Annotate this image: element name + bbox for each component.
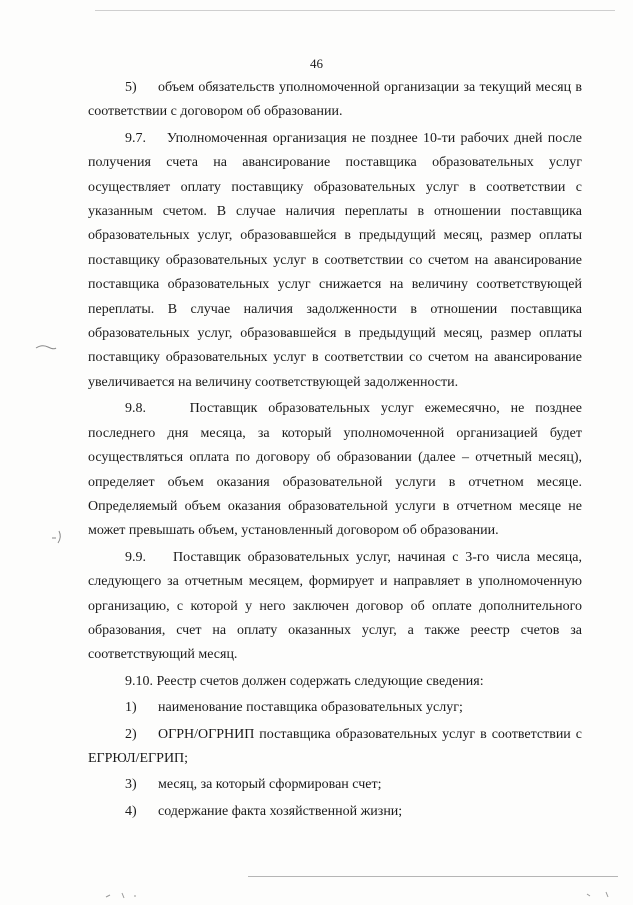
paragraph-number: 9.8. — [125, 401, 146, 417]
scan-mark-icon — [584, 888, 614, 900]
list-item-number: 2) — [125, 726, 137, 742]
scan-mark-icon — [34, 342, 58, 352]
list-item-number: 1) — [125, 700, 137, 716]
list-item-text: содержание факта хозяйственной жизни; — [158, 803, 403, 819]
list-item-number: 4) — [125, 803, 137, 819]
document-body — [88, 76, 582, 825]
scan-mark-icon — [50, 528, 64, 546]
scan-edge-line — [95, 10, 615, 11]
paragraph-9-10 — [88, 670, 582, 694]
list-item-4 — [88, 800, 582, 824]
paragraph-number: 9.9. — [125, 549, 146, 565]
list-item-text: объем обязательств уполномоченной организации за текущий месяц в соответствии с договором об образовании. — [88, 80, 582, 120]
paragraph-9-9 — [88, 546, 582, 668]
list-item-number: 3) — [125, 777, 137, 793]
list-item-number: 5) — [125, 80, 137, 95]
list-item-text: месяц, за который сформирован счет; — [158, 777, 382, 793]
list-item-3 — [88, 773, 582, 797]
paragraph-9-8 — [88, 397, 582, 543]
list-item-1 — [88, 696, 582, 720]
paragraph-text: Поставщик образовательных услуг, начиная с 3-го числа месяца, следующего за отчетным месяцем, формирует и направляет в уполномоченную организацию, с которой у него заключен договор об оплате дополнительного образования, счет на оплату оказанных услуг, а также реестр счетов за соответствующий месяц. — [88, 549, 582, 663]
paragraph-number: 9.10. — [125, 673, 153, 689]
paragraph-9-7 — [88, 127, 582, 395]
paragraph-text: Уполномоченная организация не позднее 10-ти рабочих дней после получения счета на авансирование поставщика образовательных услуг осуществляет оплату поставщику образовательных услуг в соответствии с указанным счетом. В случае наличия переплаты в отношении поставщика образовательных услуг, образовавшейся в предыдущий месяц, размер оплаты поставщику образовательных услуг в соответствии со счетом на авансирование поставщика образовательных услуг снижается на величину соответствующей переплаты. В случае наличия задолженности в отношении поставщика образовательных услуг, образовавшейся в предыдущий месяц, размер оплаты поставщику образовательных услуг в соответствии со счетом на авансирование увеличивается на величину соответствующей задолженности. — [88, 130, 583, 390]
list-item-2 — [88, 723, 582, 772]
page-number: 46 — [310, 56, 323, 71]
footer-line — [248, 876, 618, 877]
paragraph-number: 9.7. — [125, 130, 146, 146]
paragraph-text: Реестр счетов должен содержать следующие сведения: — [156, 673, 484, 689]
list-item-text: ОГРН/ОГРНИП поставщика образовательных услуг в соответствии с ЕГРЮЛ/ЕГРИП; — [88, 726, 582, 766]
list-item-5 — [88, 76, 582, 125]
list-item-text: наименование поставщика образовательных услуг; — [158, 700, 463, 716]
scan-mark-icon — [104, 890, 144, 900]
paragraph-text: Поставщик образовательных услуг ежемесячно, не позднее последнего дня месяца, за который уполномоченной организацией будет осуществляться оплата по договору об образовании (далее – отчетный месяц), определяет объем оказания образовательной услуги в отчетном месяце. Определяемый объем оказания образовательной услуги в отчетном месяце не может превышать объем, установленный договором об образовании. — [88, 401, 583, 539]
